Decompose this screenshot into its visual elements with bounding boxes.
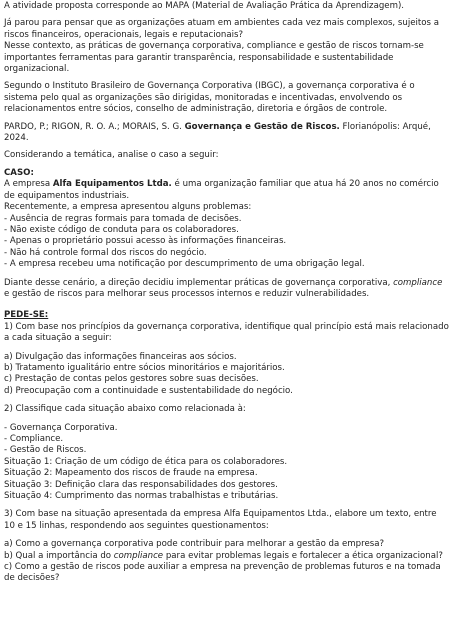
case-problems-intro: Recentemente, a empresa apresentou alguns problemas: — [4, 202, 252, 213]
intro-question: Já parou para pensar que as organizações atuam em ambientes cada vez mais complexos, sujeitos a riscos financeiros, operacionais, legais e reputacionais? — [4, 18, 439, 40]
question-3-item-c: c) Como a gestão de riscos pode auxiliar a empresa na prevenção de problemas futuros e na tomada de decisões? — [4, 562, 441, 584]
case-problem: - Não há controle formal dos riscos do negócio. — [4, 247, 207, 258]
intro-context: Nesse contexto, as práticas de governança corporativa, compliance e gestão de riscos tornam-se importantes ferramentas para garantir transparência, responsabilidade e sustentabilidade organizacional. — [4, 41, 424, 75]
question-2-situation: Situação 3: Definição clara das responsabilidades dos gestores. — [4, 479, 278, 490]
case-conclusion — [4, 278, 449, 301]
question-2-items — [4, 423, 449, 503]
question-3b-post: para evitar problemas legais e fortalecer a ética organizacional? — [163, 550, 443, 561]
citation-authors: PARDO, P.; RIGON, R. O. A.; MORAIS, S. G. — [4, 121, 185, 132]
case-conclusion-post: e gestão de riscos para melhorar seus processos internos e reduzir vulnerabilidades. — [4, 288, 370, 299]
question-1-item: c) Prestação de contas pelos gestores sobre suas decisões. — [4, 374, 259, 385]
questions-section — [4, 310, 449, 585]
case-block — [4, 168, 449, 271]
intro-paragraph-mapa: A atividade proposta corresponde ao MAPA (Material de Avaliação Prática da Aprendizagem). — [4, 1, 405, 11]
question-2-option: - Compliance. — [4, 434, 64, 444]
intro-paragraph-ibgc: Segundo o Instituto Brasileiro de Governança Corporativa (IBGC), a governança corporativa é o sistema pelo qual as organizações são dirigidas, monitoradas e incentivadas, envolvendo os relacionamentos entre sócios, conselho de administração, diretoria e órgãos de controle. — [4, 81, 415, 115]
question-2-option: - Gestão de Riscos. — [4, 445, 87, 456]
case-conclusion-pre: Diante desse cenário, a direção decidiu implementar práticas de governança corporativa, — [4, 277, 394, 288]
question-2-option: - Governança Corporativa. — [4, 422, 118, 433]
questions-block-1 — [4, 310, 449, 344]
case-company-line — [4, 179, 449, 202]
question-3b-compliance: compliance — [113, 550, 164, 561]
question-3b-pre: b) Qual a importância do — [4, 550, 114, 561]
question-1-items — [4, 352, 449, 398]
citation-title: Governança e Gestão de Riscos. — [184, 121, 340, 132]
case-problem: - Apenas o proprietário possui acesso às informações financeiras. — [4, 236, 287, 247]
case-problem: - Ausência de regras formais para tomada de decisões. — [4, 213, 242, 224]
citation — [4, 122, 449, 145]
question-3-item-b — [4, 551, 449, 562]
case-heading: CASO: — [4, 167, 34, 178]
questions-heading: PEDE-SE: — [4, 310, 49, 321]
question-1: 1) Com base nos princípios da governança corporativa, identifique qual princípio está mais relacionado a cada situação a seguir: — [4, 321, 449, 344]
question-1-item: d) Preocupação com a continuidade e sustentabilidade do negócio. — [4, 385, 293, 396]
intro-instruction: Considerando a temática, analise o caso a seguir: — [4, 150, 219, 161]
intro-paragraph-context — [4, 18, 449, 75]
question-2-situation: Situação 4: Cumprimento das normas trabalhistas e tributárias. — [4, 491, 279, 502]
intro-section — [4, 1, 449, 162]
question-2: 2) Classifique cada situação abaixo como relacionada à: — [4, 404, 246, 415]
case-company-pre: A empresa — [4, 179, 53, 190]
case-section — [4, 168, 449, 300]
citation-publisher: Florianópolis: Arqué, 2024. — [4, 121, 431, 144]
question-2-situation: Situação 1: Criação de um código de ética para os colaboradores. — [4, 456, 288, 467]
question-1-item: a) Divulgação das informações financeiras aos sócios. — [4, 351, 237, 362]
question-2-situation: Situação 2: Mapeamento dos riscos de fraude na empresa. — [4, 468, 258, 479]
question-3-item-a: a) Como a governança corporativa pode contribuir para melhorar a gestão da empresa? — [4, 539, 385, 550]
question-3: 3) Com base na situação apresentada da empresa Alfa Equipamentos Ltda., elabore um texto, entre 10 e 15 linhas, respondendo aos seguintes questionamentos: — [4, 509, 437, 531]
case-problem: - Não existe código de conduta para os colaboradores. — [4, 224, 239, 235]
question-1-item: b) Tratamento igualitário entre sócios minoritários e majoritários. — [4, 362, 285, 373]
question-3-items — [4, 539, 449, 585]
case-company-post: é uma organização familiar que atua há 20 anos no comércio de equipamentos industriais. — [4, 179, 439, 201]
case-company-name: Alfa Equipamentos Ltda. — [52, 179, 172, 190]
case-problem: - A empresa recebeu uma notificação por descumprimento de uma obrigação legal. — [4, 259, 365, 270]
case-conclusion-compliance: compliance — [393, 277, 443, 288]
